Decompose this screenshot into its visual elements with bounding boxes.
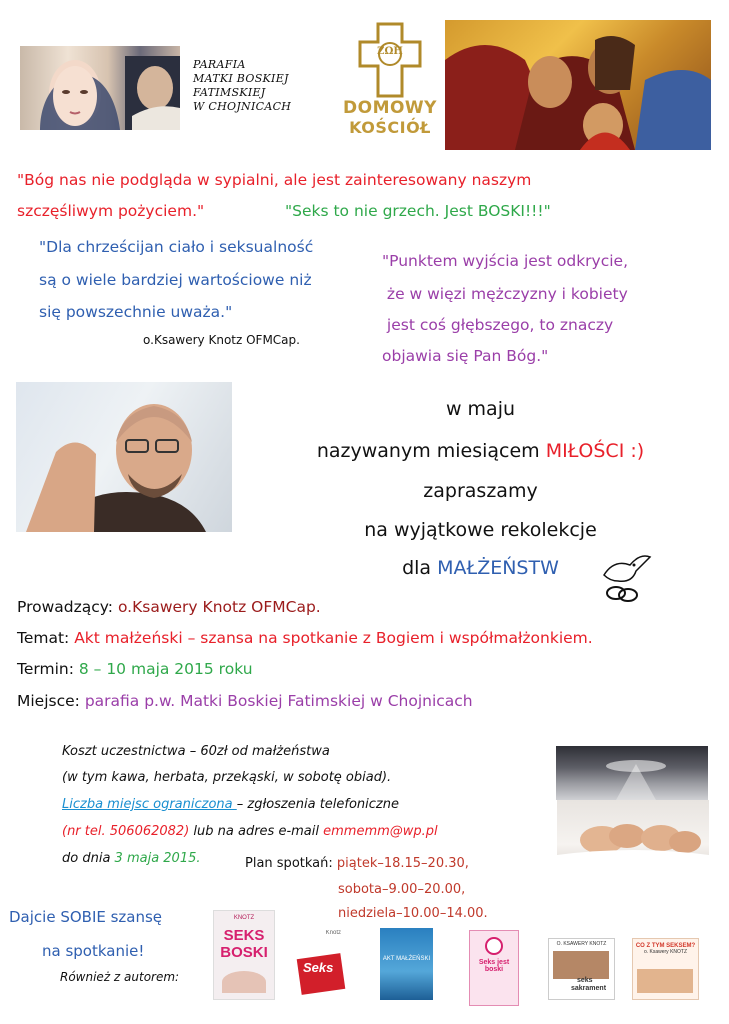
book-author: Knotz	[325, 930, 341, 936]
email-address[interactable]: emmemm@wp.pl	[323, 824, 438, 839]
limited-places-line	[62, 797, 399, 812]
limited-places-rest: – zgłoszenia telefoniczne	[236, 797, 399, 812]
book-seks	[295, 930, 347, 998]
parish-line: W CHOJNICACH	[193, 100, 292, 113]
email-prefix: lub na adres e-mail	[189, 824, 324, 839]
quote-4-line: że w więzi mężczyzny i kobiety	[382, 285, 628, 303]
includes-text: (w tym kawa, herbata, przekąski, w sobotę obiad).	[62, 770, 392, 785]
detail-leader-value: o.Ksawery Knotz OFMCap.	[117, 598, 321, 616]
closing-line2: na spotkanie!	[42, 942, 145, 960]
quote-3-line: są o wiele bardziej wartościowe niż	[39, 271, 312, 289]
deadline-line	[62, 851, 201, 866]
quote-4-line: jest coś głębszego, to znaczy	[382, 316, 614, 334]
detail-place-value: parafia p.w. Matki Boskiej Fatimskiej w Chojnicach	[84, 692, 473, 710]
invite-highlight-milosci: MIŁOŚCI :)	[545, 440, 645, 462]
detail-leader	[17, 598, 321, 616]
quote-1-line1: "Bóg nas nie podgląda w sypialni, ale jest zainteresowany naszym	[17, 171, 532, 189]
priest-photo	[16, 382, 232, 532]
parish-line: FATIMSKIEJ	[193, 86, 266, 99]
also-by-author: Również z autorem:	[60, 970, 180, 984]
cross-logo-icon	[340, 20, 440, 100]
plan-line-friday	[245, 856, 469, 871]
quote-1-line2: szczęśliwym pożyciem."	[17, 202, 205, 220]
phone-number: (nr tel. 506062082)	[62, 824, 190, 839]
plan-saturday: sobota–9.00–20.00,	[338, 882, 466, 897]
plan-friday: piątek–18.15–20.30,	[336, 856, 469, 871]
book-co-z-tym-seksem	[632, 938, 699, 1000]
book-title: seks	[577, 977, 593, 984]
book-title: sakrament	[571, 985, 607, 992]
book-author: o. Ksawery KNOTZ	[643, 949, 688, 955]
logo-text-kosciol: KOŚCIÓŁ	[349, 118, 431, 137]
detail-place-label: Miejsce:	[17, 692, 85, 710]
parish-line: MATKI BOSKIEJ	[193, 72, 289, 85]
parish-name	[193, 58, 291, 114]
invite-highlight-malzenstw: MAŁŻEŃSTW	[437, 557, 559, 579]
book-title: Seks	[303, 960, 334, 975]
sky-photo	[556, 746, 708, 800]
plan-label: Plan spotkań:	[245, 856, 337, 871]
detail-date-value: 8 – 10 maja 2015 roku	[78, 660, 253, 678]
domowy-kosciol-logo	[340, 20, 440, 140]
detail-date	[17, 660, 253, 678]
book-title: SEKS	[223, 927, 265, 944]
holy-family-icon-painting	[445, 20, 711, 150]
book-title: Seks jest boski	[478, 959, 510, 973]
book-title: BOSKI	[220, 944, 268, 961]
book-seks-sakrament	[548, 938, 615, 1000]
quote-3-line: "Dla chrześcijan ciało i seksualność	[39, 238, 314, 256]
quote-author: o.Ksawery Knotz OFMCap.	[143, 333, 300, 347]
plan-sunday: niedziela–10.00–14.00.	[338, 906, 488, 921]
book-akt-malzenski	[380, 928, 433, 1000]
book-author: KNOTZ	[233, 915, 255, 921]
book-author: O. KSAWERY KNOTZ	[556, 941, 607, 947]
logo-text-domowy: DOMOWY	[343, 98, 437, 118]
quote-4-line: "Punktem wyjścia jest odkrycie,	[382, 252, 629, 270]
deadline-date: 3 maja 2015.	[114, 851, 201, 866]
invite-line5-prefix: dla	[402, 557, 438, 579]
invite-line4: na wyjątkowe rekolekcje	[364, 519, 597, 541]
invite-line3: zapraszamy	[423, 480, 538, 502]
deadline-prefix: do dnia	[62, 851, 115, 866]
cost-text: Koszt uczestnictwa – 60zł od małżeństwa	[62, 744, 330, 759]
invite-line2-prefix: nazywanym miesiącem	[316, 440, 546, 462]
detail-topic-value: Akt małżeński – szansa na spotkanie z Bogiem i współmałżonkiem.	[74, 629, 593, 647]
feet-photo	[557, 800, 709, 874]
invite-line1: w maju	[445, 398, 516, 420]
quote-3-line: się powszechnie uważa."	[39, 303, 233, 321]
detail-topic	[17, 629, 593, 647]
madonna-photo	[20, 46, 180, 130]
logo-monogram: ΖΩΗ	[377, 46, 403, 57]
parish-line: PARAFIA	[193, 58, 246, 71]
limited-places-link[interactable]: Liczba miejsc ograniczona	[62, 797, 237, 812]
book-title: CO Z TYM SEKSEM?	[635, 943, 696, 949]
detail-leader-label: Prowadzący:	[17, 598, 118, 616]
book-seks-jest-boski	[469, 930, 519, 1006]
detail-date-label: Termin:	[17, 660, 79, 678]
book-seks-boski	[213, 910, 275, 1000]
closing-line1: Dajcie SOBIE szansę	[9, 908, 163, 926]
quote-2: "Seks to nie grzech. Jest BOSKI!!!"	[285, 202, 551, 220]
dove-rings-icon	[596, 545, 656, 605]
contact-line	[62, 824, 438, 839]
detail-place	[17, 692, 473, 710]
invite-line2	[232, 440, 729, 462]
quote-4-line: objawia się Pan Bóg."	[382, 347, 549, 365]
book-title: AKT MAŁŻEŃSKI	[382, 956, 431, 962]
detail-topic-label: Temat:	[17, 629, 75, 647]
